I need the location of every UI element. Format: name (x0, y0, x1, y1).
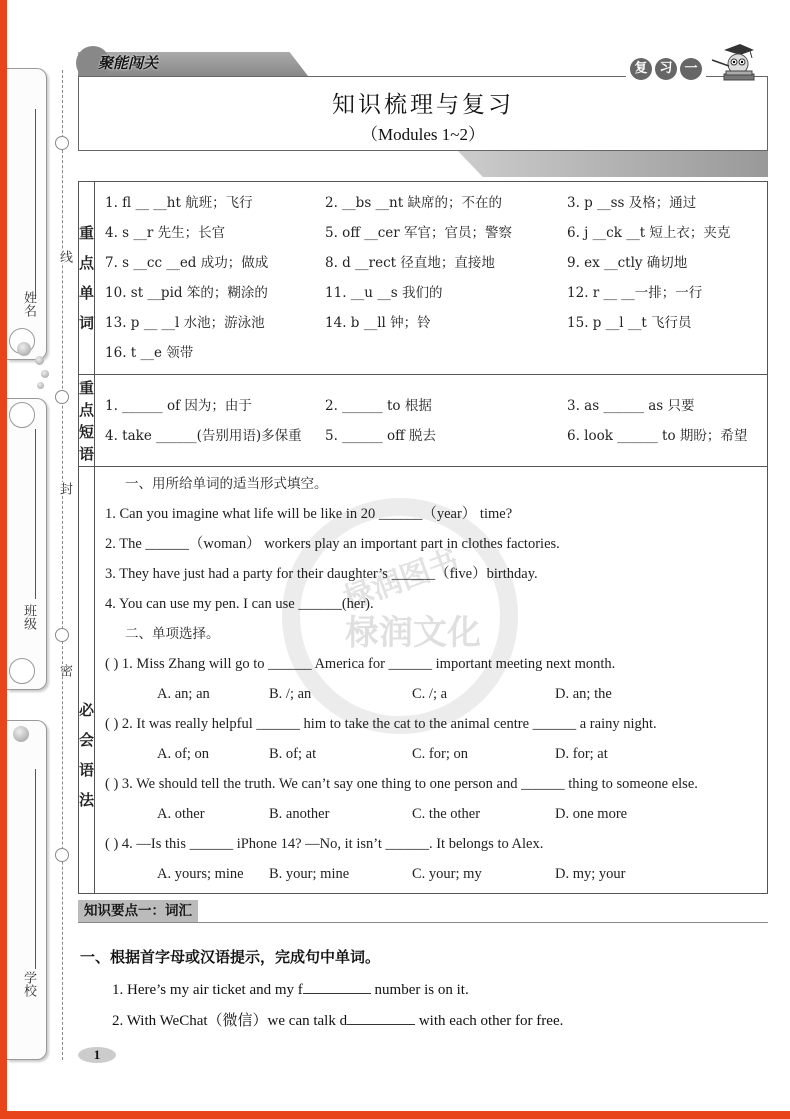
school-field-box (7, 720, 47, 1060)
page-edge-bottom (0, 1111, 790, 1119)
vocab-item: 12. r __ __一排；一行 (567, 285, 703, 301)
fill-item: 2. The ______（woman） workers play an important part in clothes factories. (105, 536, 560, 552)
grammar-cell (95, 467, 768, 894)
question-2 (112, 1009, 563, 1030)
class-write-line[interactable] (35, 429, 36, 599)
option-d[interactable]: D. for; at (555, 746, 608, 762)
cut-line-circle (55, 628, 69, 642)
option-d[interactable]: D. an; the (555, 686, 612, 702)
cut-line-circle (55, 136, 69, 150)
vocab-cell (95, 182, 768, 375)
section-divider (78, 922, 768, 923)
question-text: with each other for free. (418, 1013, 564, 1029)
header-shadow (458, 151, 768, 177)
owl-teacher-icon (710, 44, 760, 84)
phrase-item: 3. as ______ as 只要 (567, 397, 695, 414)
answer-blank[interactable] (303, 980, 371, 994)
option-b[interactable]: B. another (269, 806, 330, 822)
question-1 (112, 980, 469, 999)
vocab-item: 7. s __cc __ed 成功；做成 (105, 255, 269, 271)
option-a[interactable]: A. of; on (157, 746, 209, 762)
watermark-text-top: 椂润图书 (338, 543, 464, 618)
vocab-item: 2. __bs __nt 缺席的；不在的 (325, 195, 502, 211)
section-heading: 一、根据首字母或汉语提示，完成句中单词。 (80, 948, 381, 966)
cut-line-circle (55, 390, 69, 404)
cut-char-xian: 线 (57, 250, 72, 263)
vocab-side-label (79, 182, 95, 375)
side-char: 语 (79, 761, 95, 779)
phrases-cell (95, 375, 768, 467)
phrase-item: 1. ______ of 因为；由于 (105, 397, 252, 414)
vocab-item: 6. j __ck __t 短上衣；夹克 (567, 225, 731, 241)
side-char: 语 (79, 444, 95, 463)
page-number: 1 (78, 1047, 116, 1063)
binding-strip (7, 60, 77, 1065)
fill-item: 1. Can you imagine what life will be like in 20 ______（year） time? (105, 506, 513, 522)
option-c[interactable]: C. the other (412, 806, 481, 822)
vocab-item: 15. p __l __t 飞行员 (567, 315, 692, 331)
cut-line-circle (55, 848, 69, 862)
vocab-item: 1. fl __ __ht 航班；飞行 (105, 195, 253, 211)
section-tag: 知识要点一：词汇 (78, 900, 198, 922)
review-badges (626, 58, 706, 80)
vocab-item: 11. __u __s 我们的 (325, 285, 443, 301)
grammar-side-label (79, 467, 95, 894)
fill-item: 3. They have just had a party for their daughter’s ______（five）birthday. (105, 566, 538, 582)
question-text: 1. Here’s my air ticket and my f (112, 982, 303, 998)
watermark-text-bottom: 椂润文化 (345, 613, 481, 653)
decor-bubble (17, 342, 31, 356)
school-write-line[interactable] (35, 769, 36, 969)
option-d[interactable]: D. one more (555, 806, 628, 822)
option-b[interactable]: B. your; mine (269, 866, 350, 882)
phrases-side-label (79, 375, 95, 467)
badge-fu: 复 (630, 58, 652, 80)
side-char: 重 (79, 378, 95, 397)
option-b[interactable]: B. /; an (269, 686, 312, 702)
option-c[interactable]: C. your; my (412, 866, 482, 882)
choice-options (105, 679, 767, 709)
vocab-item: 8. d __rect 径直地；直接地 (325, 255, 495, 271)
badge-yi: 一 (680, 58, 702, 80)
cut-line (62, 70, 63, 1060)
decor-bubble (9, 402, 35, 428)
choice-options (105, 799, 767, 829)
side-char: 会 (79, 731, 95, 749)
phrase-item: 5. ______ off 脱去 (325, 427, 436, 444)
phrases-list (105, 391, 767, 451)
cut-char-mi: 密 (57, 664, 72, 677)
choice-stem: ( ) 2. It was really helpful ______ him to take the cat to the animal centre ______ a rainy night. (105, 716, 657, 732)
knowledge-table (78, 181, 768, 894)
question-text: number is on it. (374, 982, 469, 998)
page-header (78, 52, 768, 180)
option-d[interactable]: D. my; your (555, 866, 626, 882)
part2-title: 二、单项选择。 (125, 626, 220, 642)
decor-bubble (41, 370, 49, 378)
page-subtitle: （Modules 1~2） (361, 125, 485, 144)
vocab-item: 4. s __r 先生；长官 (105, 225, 226, 241)
cut-char-feng: 封 (57, 482, 72, 495)
badge-xi: 习 (655, 58, 677, 80)
vocab-item: 16. t __e 领带 (105, 345, 194, 361)
side-char: 重 (79, 224, 95, 242)
vocab-item: 5. off __cer 军官；官员；警察 (325, 225, 512, 241)
decor-bubble (13, 726, 29, 742)
vocab-item: 14. b __ll 钟；铃 (325, 315, 431, 331)
vocab-row (79, 182, 768, 375)
decor-bubble (37, 382, 44, 389)
side-char: 点 (79, 400, 95, 419)
option-a[interactable]: A. an; an (157, 686, 210, 702)
vocab-item: 9. ex __ctly 确切地 (567, 255, 688, 271)
class-field-box (7, 398, 47, 690)
choice-options (105, 739, 767, 769)
name-field-label: 姓名 (21, 291, 36, 317)
answer-blank[interactable] (347, 1011, 415, 1025)
option-a[interactable]: A. yours; mine (157, 866, 244, 882)
vocab-item: 10. st __pid 笨的；糊涂的 (105, 285, 268, 301)
choice-stem: ( ) 3. We should tell the truth. We can’t say one thing to one person and ______ thing to someone else. (105, 776, 698, 792)
vocab-item: 3. p __ss 及格；通过 (567, 195, 697, 211)
class-field-label: 班级 (21, 604, 36, 630)
fill-item: 4. You can use my pen. I can use ______(her). (105, 596, 374, 612)
grammar-row (79, 467, 768, 894)
phrase-item: 6. look ______ to 期盼；希望 (567, 427, 748, 444)
side-char: 短 (79, 422, 95, 441)
vocab-item: 13. p __ __l 水池；游泳池 (105, 315, 265, 331)
page-title: 知识梳理与复习 (332, 92, 514, 118)
choice-stem: ( ) 1. Miss Zhang will go to ______ America for ______ important meeting next month. (105, 656, 616, 672)
option-b[interactable]: B. of; at (269, 746, 317, 762)
school-field-label: 学校 (21, 971, 36, 997)
vocab-list (105, 188, 767, 368)
side-char: 词 (79, 314, 95, 332)
phrases-row (79, 375, 768, 467)
side-char: 必 (79, 701, 95, 719)
phrase-item: 2. ______ to 根据 (325, 397, 432, 414)
option-c[interactable]: C. /; a (412, 686, 448, 702)
part1-title: 一、用所给单词的适当形式填空。 (125, 476, 328, 492)
choice-options (105, 859, 767, 889)
decor-bubble (9, 658, 35, 684)
decor-bubble (35, 356, 44, 365)
side-char: 单 (79, 284, 95, 302)
option-a[interactable]: A. other (157, 806, 205, 822)
name-field-box (7, 68, 47, 360)
phrase-item: 4. take ______(告别用语)多保重 (105, 427, 302, 444)
choice-stem: ( ) 4. —Is this ______ iPhone 14? —No, it isn’t ______. It belongs to Alex. (105, 836, 544, 852)
option-c[interactable]: C. for; on (412, 746, 468, 762)
brand-logo: 聚能闯关 (98, 54, 159, 72)
question-text: 2. With WeChat（微信）we can talk d (112, 1013, 348, 1029)
side-char: 点 (79, 254, 95, 272)
page-edge-left (0, 0, 7, 1119)
name-write-line[interactable] (35, 109, 36, 299)
side-char: 法 (79, 791, 95, 809)
